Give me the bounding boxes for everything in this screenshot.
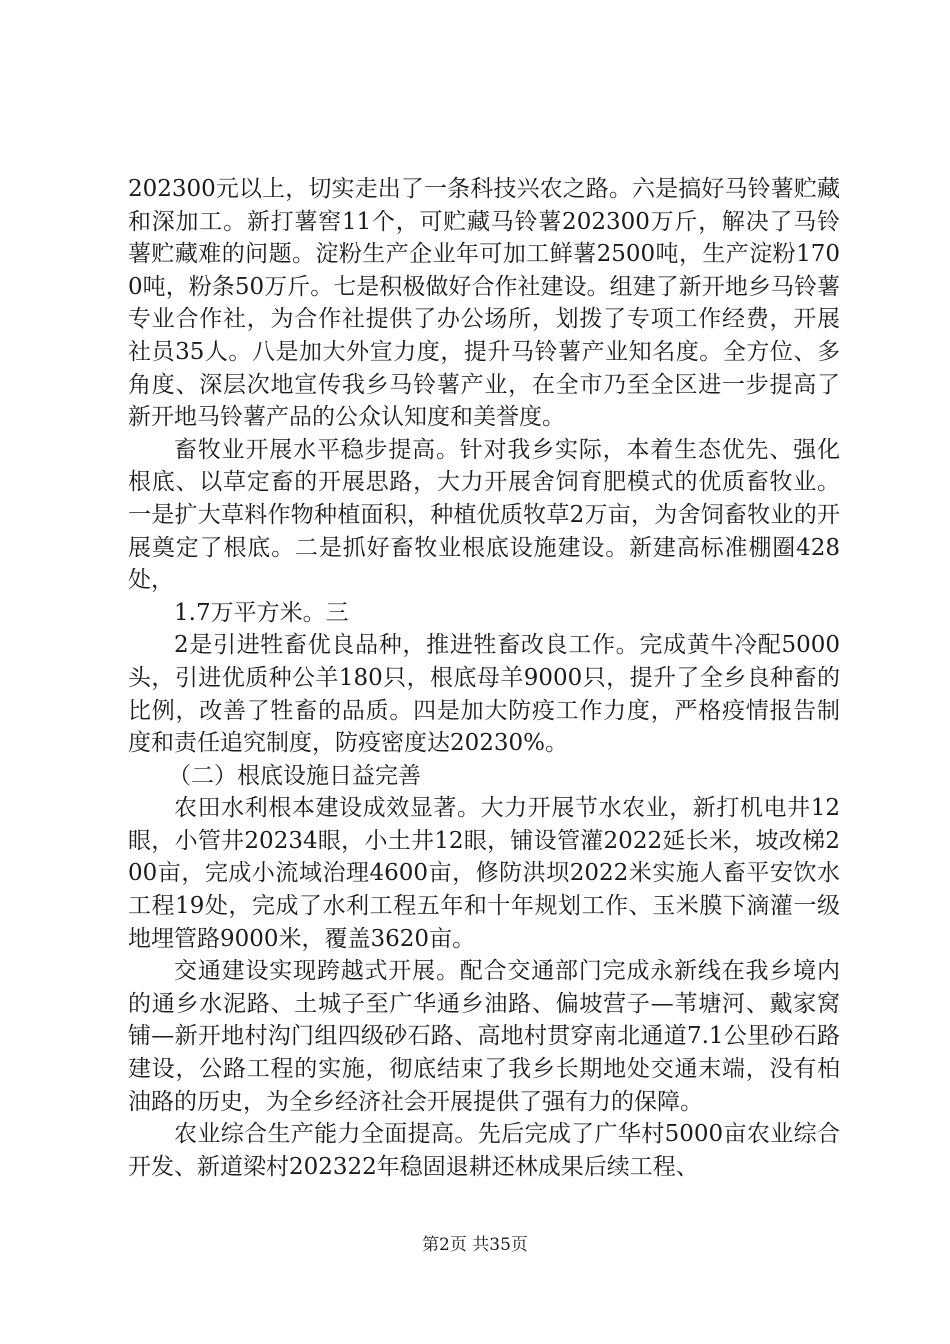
document-body: [128, 173, 840, 1183]
paragraph-livestock-area: 1.7万平方米。三: [174, 599, 349, 626]
paragraph-water-conservancy: 农田水利根本建设成效显著。大力开展节水农业，新打机电井12眼，小管井20234眼，小土井12眼，铺设管灌2022延长米，坡改梯200亩，完成小流域治理4600亩，修防洪坝2022米实施人畜平安饮水工程19处，完成了水利工程五年和十年规划工作、玉米膜下滴灌一级地埋管路9000米，覆盖3620亩。: [128, 795, 840, 952]
section-heading-infrastructure: （二）根底设施日益完善: [168, 762, 421, 789]
paragraph-agri-capacity: 农业综合生产能力全面提高。先后完成了广华村5000亩农业综合开发、新道梁村202322年稳固退耕还林成果后续工程、: [128, 1121, 840, 1180]
paragraph-potato-industry: 202300元以上，切实走出了一条科技兴农之路。六是搞好马铃薯贮藏和深加工。新打薯窖11个，可贮藏马铃薯202300万斤，解决了马铃薯贮藏难的问题。淀粉生产企业年可加工鲜薯2500吨，生产淀粉1700吨，粉条50万斤。七是积极做好合作社建设。组建了新开地乡马铃薯专业合作社，为合作社提供了办公场所，划拨了专项工作经费，开展社员35人。八是加大外宣力度，提升马铃薯产业知名度。全方位、多角度、深层次地宣传我乡马铃薯产业，在全市乃至全区进一步提高了新开地马铃薯产品的公众认知度和美誉度。: [128, 176, 840, 431]
paragraph-livestock: 畜牧业开展水平稳步提高。针对我乡实际，本着生态优先、强化根底、以草定畜的开展思路，大力开展舍饲育肥模式的优质畜牧业。一是扩大草料作物种植面积，种植优质牧草2万亩，为舍饲畜牧业的开展奠定了根底。二是抓好畜牧业根底设施建设。新建高标准棚圈428处，: [128, 436, 840, 594]
paragraph-livestock-breeds: 2是引进牲畜优良品种，推进牲畜改良工作。完成黄牛冷配5000头，引进优质种公羊180只，根底母羊9000只，提升了全乡良种畜的比例，改善了牲畜的品质。四是加大防疫工作力度，严格疫情报告制度和责任追究制度，防疫密度达20230%。: [128, 632, 840, 757]
page-number-label: 第2页 共35页: [422, 1235, 528, 1255]
page-footer: [0, 1230, 950, 1255]
paragraph-transportation: 交通建设实现跨越式开展。配合交通部门完成永新线在我乡境内的通乡水泥路、土城子至广华通乡油路、偏坡营子—苇塘河、戴家窝铺—新开地村沟门组四级砂石路、高地村贯穿南北通道7.1公里砂石路建设，公路工程的实施，彻底结束了我乡长期地处交通末端，没有柏油路的历史，为全乡经济社会开展提供了强有力的保障。: [128, 958, 840, 1115]
